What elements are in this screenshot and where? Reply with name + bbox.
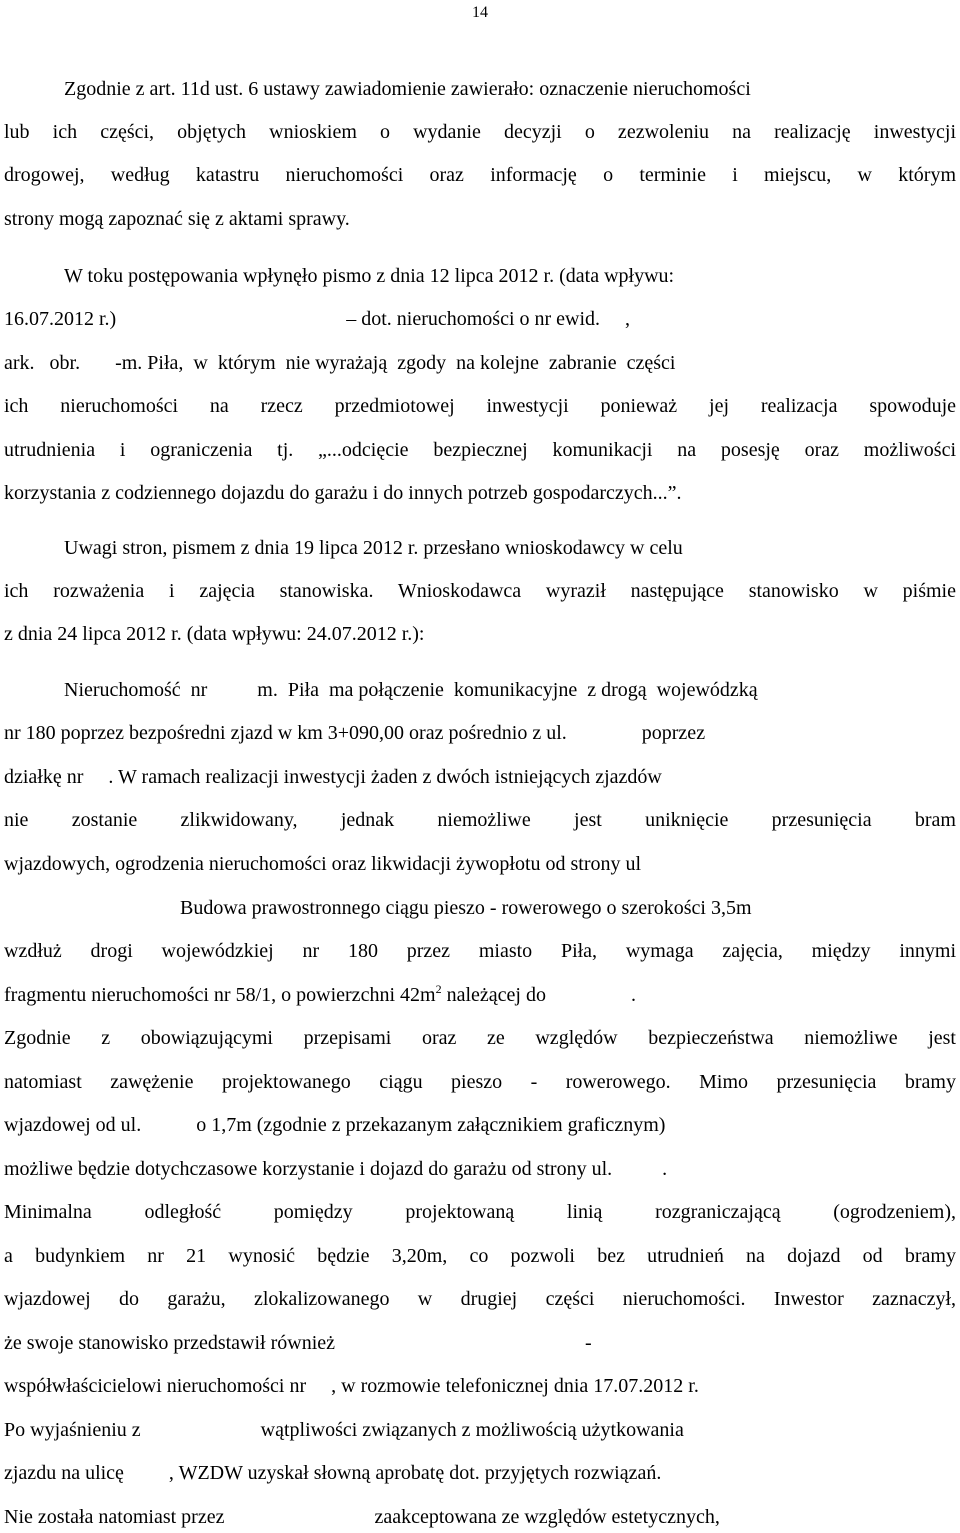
text-line: Zgodnie z art. 11d ust. 6 ustawy zawiadomienie zawierało: oznaczenie nieruchomości xyxy=(64,78,751,100)
text-line: że swoje stanowisko przedstawił również - xyxy=(4,1332,592,1354)
text-line: natomiast zawężenie projektowanego ciągu pieszo - rowerowego. Mimo przesunięcia bramy xyxy=(4,1071,956,1093)
text-line: W toku postępowania wpłynęło pismo z dnia 12 lipca 2012 r. (data wpływu: xyxy=(64,265,675,287)
superscript: 2 xyxy=(435,982,442,996)
text-line: Minimalna odległość pomiędzy projektowaną linią rozgraniczającą (ogrodzeniem), xyxy=(4,1201,956,1223)
text-line: korzystania z codziennego dojazdu do garażu i do innych potrzeb gospodarczych...”. xyxy=(4,482,682,504)
text-line: z dnia 24 lipca 2012 r. (data wpływu: 24.07.2012 r.): xyxy=(4,623,425,645)
text-line: wjazdowych, ogrodzenia nieruchomości oraz likwidacji żywopłotu od strony ul xyxy=(4,853,677,875)
text-line: wzdłuż drogi wojewódzkiej nr 180 przez miasto Piła, wymaga zajęcia, między innymi xyxy=(4,940,956,962)
text-line: Po wyjaśnieniu z wątpliwości związanych z możliwością użytkowania xyxy=(4,1419,684,1441)
text-line: zjazdu na ulicę , WZDW uzyskał słowną aprobatę dot. przyjętych rozwiązań. xyxy=(4,1462,662,1484)
text-line: nie zostanie zlikwidowany, jednak niemożliwe jest uniknięcie przesunięcia bram xyxy=(4,809,956,831)
page-number: 14 xyxy=(472,4,488,21)
text-line: fragmentu nieruchomości nr 58/1, o powierzchni $42m^2$ należącej do . xyxy=(4,982,636,1006)
text-line: działkę nr . W ramach realizacji inwestycji żaden z dwóch istniejących zjazdów xyxy=(4,766,662,788)
text-line: drogowej, według katastru nieruchomości oraz informację o terminie i miejscu, w którym xyxy=(4,164,956,186)
text-line: lub ich części, objętych wnioskiem o wydanie decyzji o zezwoleniu na realizację inwestycji xyxy=(4,121,956,143)
text-line: utrudnienia i ograniczenia tj. „...odcięcie bezpiecznej komunikacji na posesję oraz możliwości xyxy=(4,439,956,461)
text-line: wjazdowej od ul. o 1,7m (zgodnie z przekazanym załącznikiem graficznym) xyxy=(4,1114,666,1136)
text-line: Uwagi stron, pismem z dnia 19 lipca 2012 r. przesłano wnioskodawcy w celu xyxy=(64,537,683,559)
text-line: ark. obr. -m. Piła, w którym nie wyrażają zgody na kolejne zabranie części xyxy=(4,352,676,374)
text-line: Nieruchomość nr m. Piła ma połączenie komunikacyjne z drogą wojewódzką xyxy=(64,679,758,701)
text-line: nr 180 poprzez bezpośredni zjazd w km 3+090,00 oraz pośrednio z ul. poprzez xyxy=(4,722,706,744)
text-line: Budowa prawostronnego ciągu pieszo - rowerowego o szerokości 3,5m xyxy=(180,897,752,919)
text-line: ich nieruchomości na rzecz przedmiotowej inwestycji ponieważ jej realizacja spowoduje xyxy=(4,395,956,417)
text-line: Nie została natomiast przez zaakceptowana ze względów estetycznych, xyxy=(4,1506,720,1528)
text-line: Zgodnie z obowiązującymi przepisami oraz ze względów bezpieczeństwa niemożliwe jest xyxy=(4,1027,956,1049)
text-line: współwłaścicielowi nieruchomości nr , w rozmowie telefonicznej dnia 17.07.2012 r. xyxy=(4,1375,699,1397)
text-line: ich rozważenia i zajęcia stanowiska. Wnioskodawca wyraził następujące stanowisko w piśmie xyxy=(4,580,956,602)
text-line: a budynkiem nr 21 wynosić będzie 3,20m, co pozwoli bez utrudnień na dojazd od bramy xyxy=(4,1245,956,1267)
text-line: wjazdowej do garażu, zlokalizowanego w drugiej części nieruchomości. Inwestor zaznaczył, xyxy=(4,1288,956,1310)
text-line: możliwe będzie dotychczasowe korzystanie i dojazd do garażu od strony ul. . xyxy=(4,1158,668,1180)
text-line: 16.07.2012 r.) – dot. nieruchomości o nr ewid. , xyxy=(4,308,631,330)
text-line: strony mogą zapoznać się z aktami sprawy. xyxy=(4,208,350,230)
